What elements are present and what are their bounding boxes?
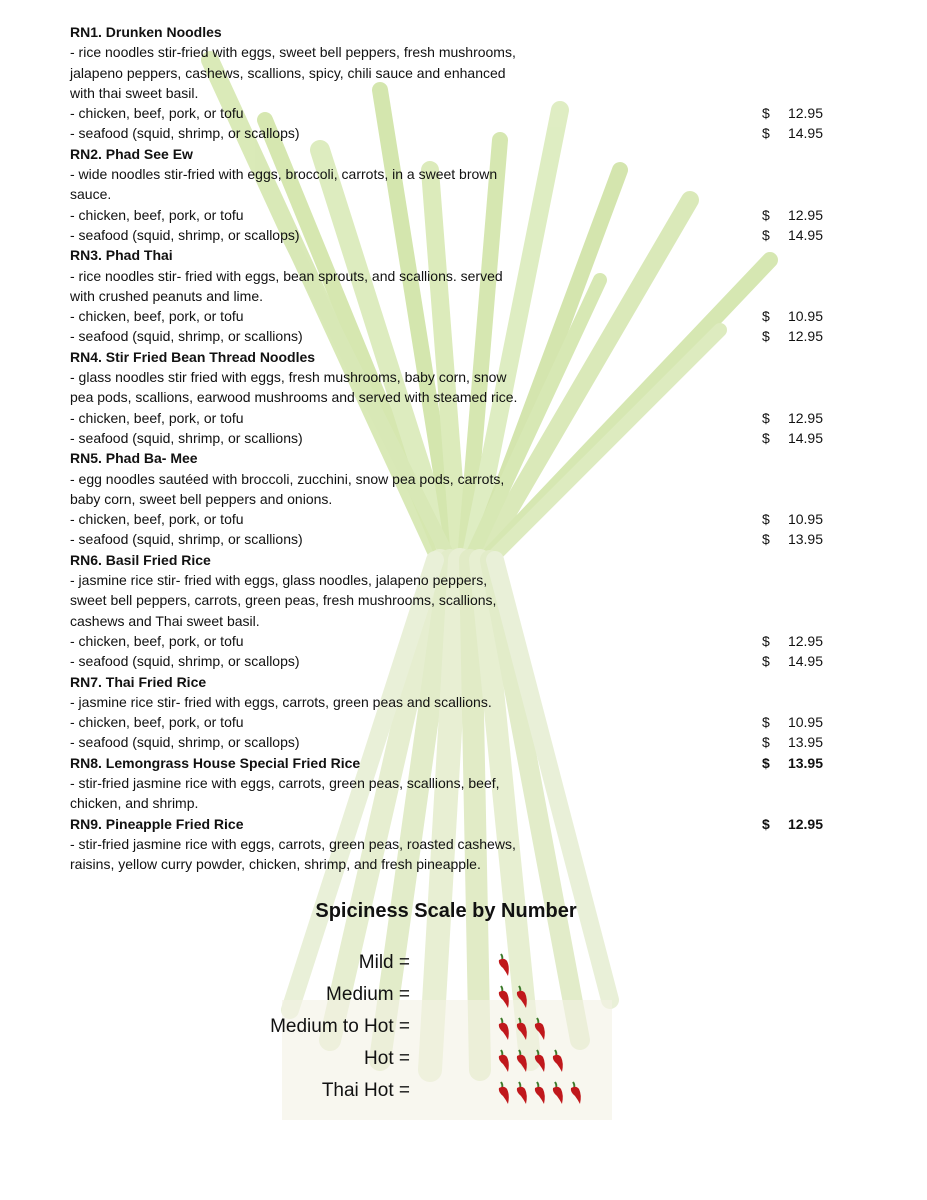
option-label: - chicken, beef, pork, or tofu — [70, 714, 244, 731]
price-amount: 12.95 — [787, 409, 823, 426]
menu-item-description: - jasmine rice stir- fried with eggs, carrots, green peas and scallions. — [70, 693, 492, 710]
price-amount: 12.95 — [787, 105, 823, 122]
menu-item-description: cashews and Thai sweet basil. — [70, 612, 260, 629]
spiciness-label: Thai Hot = — [321, 1080, 410, 1101]
price-currency: $ — [762, 206, 770, 223]
price-amount: 14.95 — [787, 653, 823, 670]
menu-item-option — [70, 631, 850, 651]
menu-item-description: baby corn, sweet bell peppers and onions. — [70, 490, 333, 507]
price-currency: $ — [762, 429, 770, 446]
menu-item-description: sweet bell peppers, carrots, green peas, fresh mushrooms, scallions, — [70, 592, 497, 609]
menu-list — [70, 22, 850, 874]
menu-item-description: - rice noodles stir- fried with eggs, bean sprouts, and scallions. served — [70, 267, 503, 284]
price-amount: 12.95 — [787, 206, 823, 223]
menu-item-description: raisins, yellow curry powder, chicken, shrimp, and fresh pineapple. — [70, 856, 481, 873]
menu-item-name: RN9. Pineapple Fried Rice — [70, 815, 244, 832]
menu-item-description: - jasmine rice stir- fried with eggs, glass noodles, jalapeno peppers, — [70, 572, 488, 589]
price-currency: $ — [762, 734, 770, 751]
menu-item-description: with thai sweet basil. — [70, 84, 199, 101]
menu-item — [70, 753, 850, 814]
menu-item-option — [70, 205, 850, 225]
price-amount: 14.95 — [787, 429, 823, 446]
spiciness-label: Medium = — [326, 984, 410, 1005]
price-amount: 10.95 — [787, 308, 823, 325]
menu-item-option — [70, 428, 850, 448]
price-currency: $ — [762, 511, 770, 528]
price-amount: 12.95 — [787, 632, 823, 649]
chili-pepper-icon — [495, 984, 513, 1010]
price-currency: $ — [762, 815, 770, 832]
option-label: - chicken, beef, pork, or tofu — [70, 409, 244, 426]
price-currency: $ — [762, 328, 770, 345]
menu-item-title — [70, 22, 850, 42]
spiciness-row — [250, 1044, 590, 1074]
price-currency: $ — [762, 105, 770, 122]
menu-item-option — [70, 326, 850, 346]
price-currency: $ — [762, 226, 770, 243]
option-label: - seafood (squid, shrimp, or scallops) — [70, 226, 300, 243]
chili-pepper-icon — [531, 1080, 549, 1106]
price-currency: $ — [762, 308, 770, 325]
menu-item-option — [70, 712, 850, 732]
price-currency: $ — [762, 125, 770, 142]
menu-item-title — [70, 144, 850, 164]
menu-item — [70, 550, 850, 672]
chili-pepper-icon — [513, 1016, 531, 1042]
menu-item — [70, 448, 850, 549]
menu-item-name: RN3. Phad Thai — [70, 247, 173, 264]
chili-pepper-icon — [513, 984, 531, 1010]
menu-item-option — [70, 408, 850, 428]
spiciness-peppers — [495, 1016, 549, 1042]
chili-pepper-icon — [567, 1080, 585, 1106]
price-amount: 10.95 — [787, 511, 823, 528]
price-amount: 12.95 — [787, 815, 823, 832]
menu-item-description: - glass noodles stir fried with eggs, fresh mushrooms, baby corn, snow — [70, 369, 507, 386]
menu-item — [70, 22, 850, 144]
chili-pepper-icon — [495, 952, 513, 978]
menu-item — [70, 347, 850, 448]
menu-item-option — [70, 509, 850, 529]
menu-item-title — [70, 347, 850, 367]
price-amount: 13.95 — [787, 754, 823, 771]
menu-item-title — [70, 672, 850, 692]
menu-item-description: - wide noodles stir-fried with eggs, broccoli, carrots, in a sweet brown — [70, 166, 498, 183]
spiciness-peppers — [495, 984, 531, 1010]
menu-item-description: - stir-fried jasmine rice with eggs, carrots, green peas, roasted cashews, — [70, 835, 516, 852]
menu-item — [70, 144, 850, 245]
menu-item-name: RN7. Thai Fried Rice — [70, 673, 207, 690]
option-label: - chicken, beef, pork, or tofu — [70, 308, 244, 325]
option-label: - seafood (squid, shrimp, or scallops) — [70, 653, 300, 670]
chili-pepper-icon — [549, 1080, 567, 1106]
spiciness-label: Mild = — [358, 952, 410, 973]
menu-item-description: with crushed peanuts and lime. — [70, 287, 263, 304]
menu-item — [70, 245, 850, 346]
chili-pepper-icon — [495, 1048, 513, 1074]
menu-item-option — [70, 123, 850, 143]
chili-pepper-icon — [495, 1080, 513, 1106]
price-amount: 14.95 — [787, 125, 823, 142]
price-amount: 13.95 — [787, 734, 823, 751]
chili-pepper-icon — [513, 1080, 531, 1106]
menu-item-title — [70, 814, 850, 834]
menu-item-description: pea pods, scallions, earwood mushrooms and served with steamed rice. — [70, 389, 518, 406]
chili-pepper-icon — [549, 1048, 567, 1074]
option-label: - seafood (squid, shrimp, or scallions) — [70, 429, 303, 446]
price-currency: $ — [762, 714, 770, 731]
option-label: - seafood (squid, shrimp, or scallions) — [70, 328, 303, 345]
menu-item-description: sauce. — [70, 186, 112, 203]
price-currency: $ — [762, 531, 770, 548]
price-currency: $ — [762, 409, 770, 426]
spiciness-row — [250, 948, 590, 978]
option-label: - chicken, beef, pork, or tofu — [70, 105, 244, 122]
menu-item-title — [70, 245, 850, 265]
price-amount: 14.95 — [787, 226, 823, 243]
spiciness-scale-title: Spiciness Scale by Number — [315, 900, 577, 922]
option-label: - seafood (squid, shrimp, or scallions) — [70, 531, 303, 548]
spiciness-peppers — [495, 952, 513, 978]
menu-item-name: RN8. Lemongrass House Special Fried Rice — [70, 754, 361, 771]
price-amount: 10.95 — [787, 714, 823, 731]
option-label: - chicken, beef, pork, or tofu — [70, 511, 244, 528]
menu-item-name: RN5. Phad Ba- Mee — [70, 450, 198, 467]
menu-item-title — [70, 448, 850, 468]
menu-item-description: jalapeno peppers, cashews, scallions, spicy, chili sauce and enhanced — [70, 64, 506, 81]
option-label: - seafood (squid, shrimp, or scallops) — [70, 734, 300, 751]
menu-item-name: RN1. Drunken Noodles — [70, 24, 222, 40]
chili-pepper-icon — [495, 1016, 513, 1042]
spiciness-row — [250, 1012, 590, 1042]
menu-item-description: - rice noodles stir-fried with eggs, sweet bell peppers, fresh mushrooms, — [70, 44, 516, 61]
price-currency: $ — [762, 632, 770, 649]
price-amount: 13.95 — [787, 531, 823, 548]
chili-pepper-icon — [531, 1016, 549, 1042]
spiciness-peppers — [495, 1048, 567, 1074]
option-label: - chicken, beef, pork, or tofu — [70, 632, 244, 649]
price-currency: $ — [762, 653, 770, 670]
menu-item-description: - egg noodles sautéed with broccoli, zucchini, snow pea pods, carrots, — [70, 470, 505, 487]
menu-item-name: RN4. Stir Fried Bean Thread Noodles — [70, 348, 316, 365]
menu-item-title — [70, 753, 850, 773]
spiciness-label: Hot = — [364, 1048, 410, 1069]
option-label: - seafood (squid, shrimp, or scallops) — [70, 125, 300, 142]
menu-item-description: chicken, and shrimp. — [70, 795, 199, 812]
menu-item-title — [70, 550, 850, 570]
menu-item-option — [70, 651, 850, 671]
menu-item — [70, 814, 850, 875]
menu-item-option — [70, 306, 850, 326]
price-currency: $ — [762, 754, 770, 771]
spiciness-peppers — [495, 1080, 585, 1106]
menu-item-option — [70, 732, 850, 752]
chili-pepper-icon — [513, 1048, 531, 1074]
menu-item-option — [70, 225, 850, 245]
spiciness-row — [250, 1076, 590, 1106]
spiciness-label: Medium to Hot = — [270, 1016, 410, 1037]
menu-item-option — [70, 529, 850, 549]
menu-item-name: RN2. Phad See Ew — [70, 145, 193, 162]
spiciness-row — [250, 980, 590, 1010]
price-amount: 12.95 — [787, 328, 823, 345]
menu-item-option — [70, 103, 850, 123]
menu-item-name: RN6. Basil Fried Rice — [70, 551, 211, 568]
chili-pepper-icon — [531, 1048, 549, 1074]
option-label: - chicken, beef, pork, or tofu — [70, 206, 244, 223]
menu-item — [70, 672, 850, 753]
menu-item-description: - stir-fried jasmine rice with eggs, carrots, green peas, scallions, beef, — [70, 774, 500, 791]
